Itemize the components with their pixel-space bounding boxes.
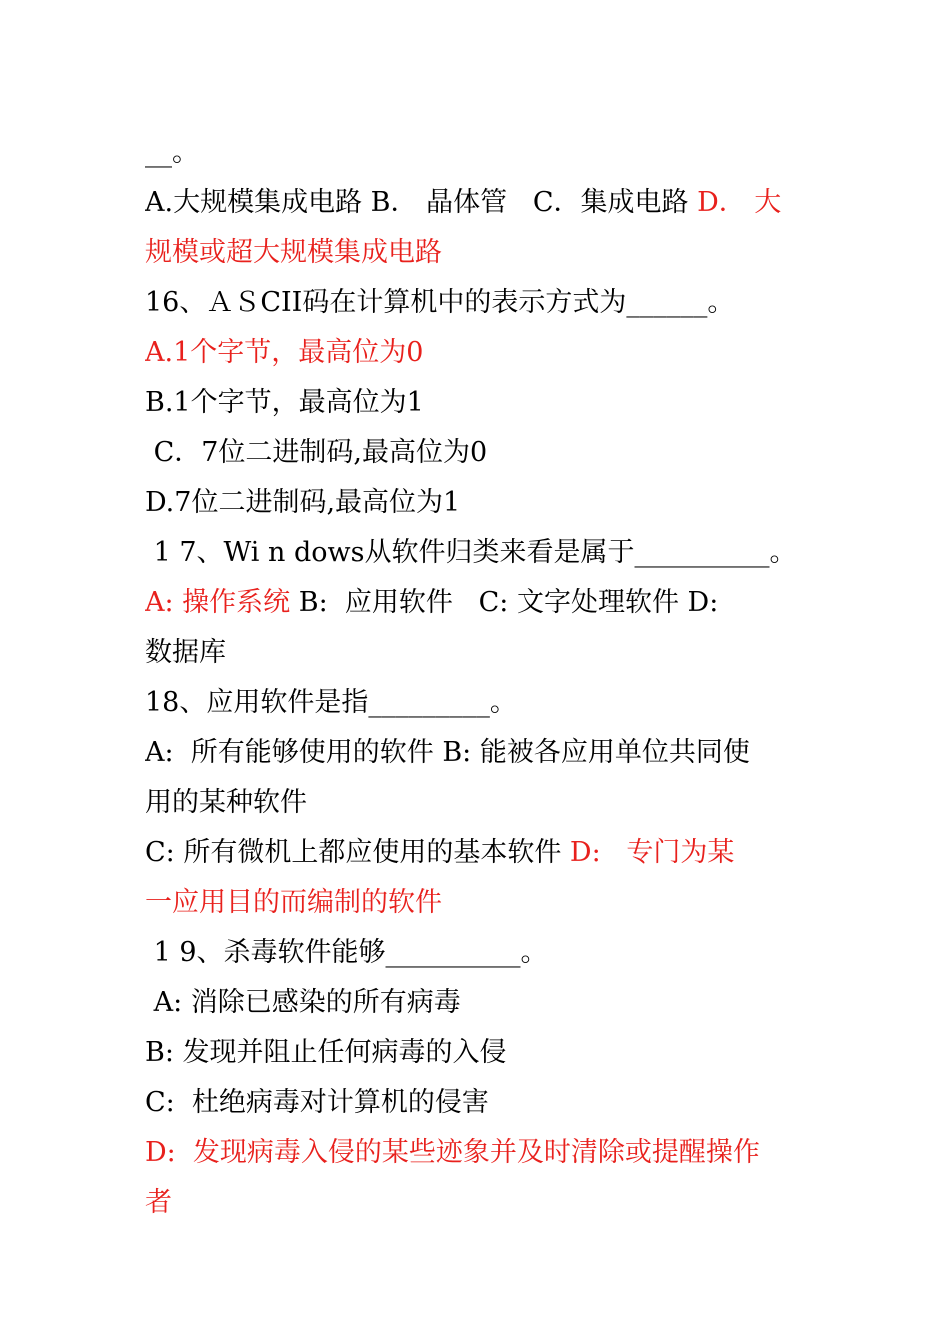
line-text: D.7位二进制码,最高位为1 xyxy=(145,487,461,518)
line-text: 1 9、杀毒软件能够__________。 xyxy=(145,937,548,968)
line-text: 数据库 xyxy=(145,637,226,668)
text-line xyxy=(145,1128,810,1178)
text-line xyxy=(145,978,810,1028)
text-line xyxy=(145,378,810,428)
line-text: 1 7、Wi n dows从软件归类来看是属于__________。 xyxy=(145,537,797,568)
line-text: 16、ＡＳCII码在计算机中的表示方式为______。 xyxy=(145,287,735,318)
line-text: C．7位二进制码,最高位为0 xyxy=(145,437,488,468)
line-text: C: 杜绝病毒对计算机的侵害 xyxy=(145,1087,489,1118)
text-line xyxy=(145,1028,810,1078)
text-line xyxy=(145,728,810,778)
line-text: A: 消除已感染的所有病毒 xyxy=(145,987,461,1018)
line-text: B: 发现并阻止任何病毒的入侵 xyxy=(145,1037,507,1068)
line-text: __。 xyxy=(145,137,199,168)
text-line xyxy=(145,628,810,678)
question-19 xyxy=(145,928,810,978)
answer-text: 一应用目的而编制的软件 xyxy=(145,887,442,918)
text-line xyxy=(145,178,810,228)
text-line xyxy=(145,878,810,928)
text-line xyxy=(145,228,810,278)
line-text: 用的某种软件 xyxy=(145,787,307,818)
answer-text: 者 xyxy=(145,1187,172,1218)
text-line xyxy=(145,828,810,878)
answer-text: A.1个字节，最高位为0 xyxy=(145,337,424,368)
text-line xyxy=(145,428,810,478)
text-line xyxy=(145,328,810,378)
document-page xyxy=(145,128,810,1228)
line-text: B.1个字节，最高位为1 xyxy=(145,387,424,418)
text-line xyxy=(145,778,810,828)
text-line xyxy=(145,1178,810,1228)
text-line xyxy=(145,578,810,628)
answer-text: D: 专门为某 xyxy=(569,837,735,868)
question-18 xyxy=(145,678,810,728)
text-line xyxy=(145,128,810,178)
line-text: A.大规模集成电路 B． 晶体管 C．集成电路 xyxy=(145,187,698,218)
line-text: B: 应用软件 C: 文字处理软件 D: xyxy=(290,587,719,618)
text-line xyxy=(145,478,810,528)
line-text: C: 所有微机上都应使用的基本软件 xyxy=(145,837,570,868)
answer-text: 规模或超大规模集成电路 xyxy=(145,237,442,268)
question-17 xyxy=(145,528,810,578)
line-text: A: 所有能够使用的软件 B: 能被各应用单位共同使 xyxy=(145,737,750,768)
text-line xyxy=(145,1078,810,1128)
answer-text: D． 大 xyxy=(697,187,782,218)
answer-text: D: 发现病毒入侵的某些迹象并及时清除或提醒操作 xyxy=(145,1137,760,1168)
answer-text: A: 操作系统 xyxy=(145,587,291,618)
question-16 xyxy=(145,278,810,328)
line-text: 18、应用软件是指_________。 xyxy=(145,687,517,718)
